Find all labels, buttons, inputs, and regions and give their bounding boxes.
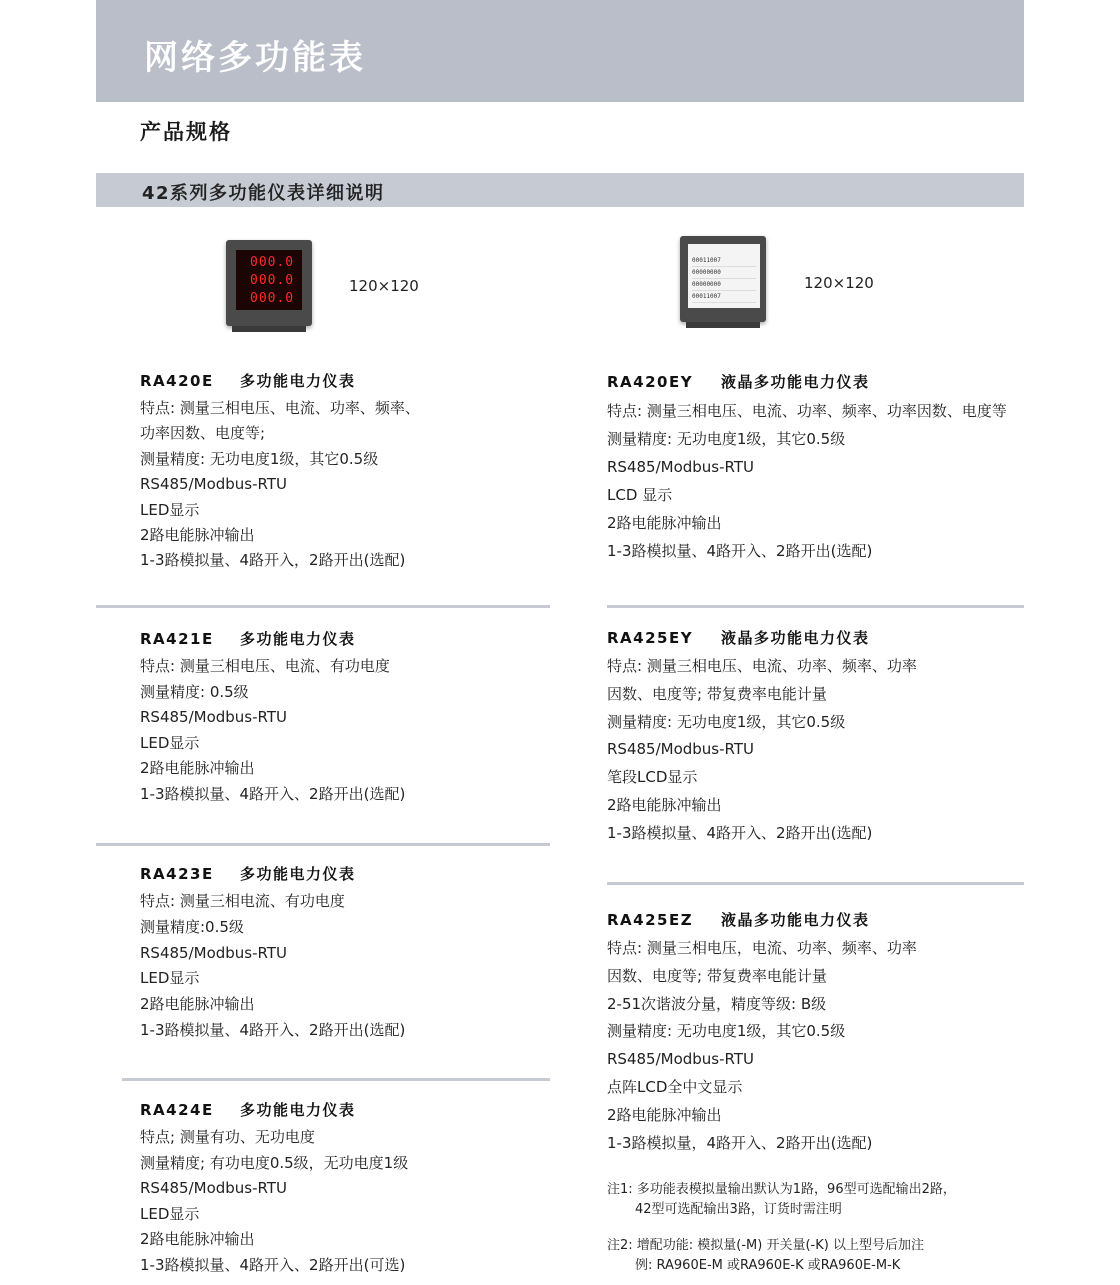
product-spec-line: 特点; 测量有功、无功电度 xyxy=(140,1128,315,1146)
note-line: 注2: 增配功能: 模拟量(-M) 开关量(-K) 以上型号后加注 xyxy=(607,1238,924,1253)
divider xyxy=(96,605,550,608)
lcd-energy-row: 00000000 xyxy=(692,268,756,279)
product-spec-line: 特点: 测量三相电压、电流、有功电度 xyxy=(140,657,390,675)
divider xyxy=(122,1078,550,1081)
led-meter-size: 120×120 xyxy=(349,277,419,295)
note-line: 注1: 多功能表模拟量输出默认为1路，96型可选配输出2路， xyxy=(607,1182,956,1197)
product-spec-line: 1-3路模拟量、4路开入、2路开出(选配) xyxy=(140,784,406,803)
product-spec-line: 2路电能脉冲输出 xyxy=(140,995,255,1014)
product-ra420e xyxy=(140,370,560,574)
product-spec-line: LCD 显示 xyxy=(607,486,673,504)
product-spec-line: 笔段LCD显示 xyxy=(607,768,698,787)
spec-heading: 产品规格 xyxy=(140,120,232,144)
product-spec-line: 2路电能脉冲输出 xyxy=(140,1230,255,1249)
product-model: RA424E xyxy=(140,1101,214,1119)
product-ra424e xyxy=(140,1099,560,1279)
product-spec-line: LED显示 xyxy=(140,733,200,752)
lcd-energy-row: 00000000 xyxy=(692,280,756,291)
product-name: 多功能电力仪表 xyxy=(240,630,356,648)
led-meter-screen xyxy=(236,250,302,310)
product-spec-line: 1-3路模拟量、4路开入、2路开出(选配) xyxy=(607,823,873,842)
product-spec-line: 1-3路模拟量、4路开入，2路开出(选配) xyxy=(140,551,406,570)
product-spec-line: 测量精度: 无功电度1级，其它0.5级 xyxy=(140,449,379,468)
product-ra423e xyxy=(140,863,560,1044)
section-title: 42系列多功能仪表详细说明 xyxy=(142,183,385,204)
product-spec-line: 2路电能脉冲输出 xyxy=(140,526,255,545)
product-spec-line: 1-3路模拟量、4路开入、2路开出(可选) xyxy=(140,1255,406,1274)
note-1 xyxy=(607,1180,1017,1220)
product-spec-line: 因数、电度等; 带复费率电能计量 xyxy=(607,966,827,985)
product-spec-line: 功率因数、电度等; xyxy=(140,424,266,443)
product-spec-line: 2路电能脉冲输出 xyxy=(607,514,722,532)
product-ra425ez xyxy=(607,909,1027,1157)
led-segment-readout: 000.0 xyxy=(250,273,295,288)
product-spec-line: RS485/Modbus-RTU xyxy=(140,475,287,494)
lcd-energy-row: 00011007 xyxy=(692,292,756,303)
page-title: 网络多功能表 xyxy=(144,38,366,78)
lcd-meter-size: 120×120 xyxy=(804,274,874,292)
divider xyxy=(96,843,550,846)
product-spec-line: RS485/Modbus-RTU xyxy=(140,708,287,727)
product-spec-line: 2路电能脉冲输出 xyxy=(607,795,722,814)
note-2 xyxy=(607,1236,1017,1276)
divider xyxy=(607,882,1024,885)
product-spec-line: 测量精度: 无功电度1级，其它0.5级 xyxy=(607,1022,846,1041)
note-line: 例: RA960E-M 或RA960E-K 或RA960E-M-K xyxy=(635,1258,901,1273)
product-spec-line: 1-3路模拟量、4路开入、2路开出(选配) xyxy=(607,542,873,560)
product-name: 多功能电力仪表 xyxy=(240,372,356,390)
product-spec-line: 2路电能脉冲输出 xyxy=(607,1105,722,1124)
product-spec-line: RS485/Modbus-RTU xyxy=(607,740,754,759)
product-name: 多功能电力仪表 xyxy=(240,1101,356,1119)
product-spec-line: LED显示 xyxy=(140,1204,200,1223)
note-line: 42型可选配输出3路，订货时需注明 xyxy=(635,1202,842,1217)
product-spec-line: LED显示 xyxy=(140,969,200,988)
section-bar xyxy=(96,173,1024,207)
product-spec-line: 因数、电度等; 带复费率电能计量 xyxy=(607,684,827,703)
product-spec-line: 测量精度: 无功电度1级，其它0.5级 xyxy=(607,430,846,448)
led-segment-readout: 000.0 xyxy=(250,291,295,306)
product-model: RA425EY xyxy=(607,629,694,647)
product-ra425ey xyxy=(607,627,1027,848)
led-meter-image xyxy=(226,240,312,326)
product-spec-line: 特点: 测量三相电压、电流、功率、频率、功率 xyxy=(607,657,917,675)
divider xyxy=(607,605,1024,608)
product-spec-line: 2-51次谐波分量，精度等级: B级 xyxy=(607,994,827,1013)
product-model: RA421E xyxy=(140,630,214,648)
lcd-energy-row: 00011007 xyxy=(692,256,756,267)
product-spec-line: 1-3路模拟量、4路开入、2路开出(选配) xyxy=(140,1020,406,1039)
product-spec-line: RS485/Modbus-RTU xyxy=(140,943,287,962)
product-name: 液晶多功能电力仪表 xyxy=(721,911,870,929)
product-ra421e xyxy=(140,628,560,808)
lcd-meter-image xyxy=(680,236,766,322)
product-spec-line: 测量精度: 0.5级 xyxy=(140,682,249,701)
meter-terminal-strip xyxy=(686,322,760,328)
product-spec-line: 1-3路模拟量，4路开入、2路开出(选配) xyxy=(607,1133,873,1152)
product-spec-line: RS485/Modbus-RTU xyxy=(607,1050,754,1069)
product-spec-line: 测量精度: 无功电度1级，其它0.5级 xyxy=(607,712,846,731)
lcd-meter-screen xyxy=(688,244,760,308)
product-name: 液晶多功能电力仪表 xyxy=(721,373,870,391)
product-spec-line: 特点: 测量三相电压、电流、功率、频率、功率因数、电度等 xyxy=(607,402,1007,420)
product-spec-line: 特点: 测量三相电流、有功电度 xyxy=(140,892,345,910)
product-spec-line: LED显示 xyxy=(140,500,200,519)
product-model: RA423E xyxy=(140,865,214,883)
product-spec-line: 测量精度; 有功电度0.5级，无功电度1级 xyxy=(140,1153,409,1172)
product-spec-line: RS485/Modbus-RTU xyxy=(140,1179,287,1198)
product-name: 多功能电力仪表 xyxy=(240,865,356,883)
led-segment-readout: 000.0 xyxy=(250,255,295,270)
product-spec-line: 测量精度:0.5级 xyxy=(140,917,244,936)
product-spec-line: 点阵LCD全中文显示 xyxy=(607,1077,743,1096)
meter-terminal-strip xyxy=(232,326,306,332)
product-spec-line: RS485/Modbus-RTU xyxy=(607,458,754,476)
product-spec-line: 2路电能脉冲输出 xyxy=(140,759,255,778)
product-model: RA425EZ xyxy=(607,911,694,929)
header-banner xyxy=(96,0,1024,102)
product-ra420ey xyxy=(607,371,1027,565)
product-model: RA420EY xyxy=(607,373,694,391)
product-model: RA420E xyxy=(140,372,214,390)
product-spec-line: 特点: 测量三相电压，电流、功率、频率、功率 xyxy=(607,939,917,957)
product-name: 液晶多功能电力仪表 xyxy=(721,629,870,647)
product-spec-line: 特点: 测量三相电压、电流、功率、频率、 xyxy=(140,399,420,417)
